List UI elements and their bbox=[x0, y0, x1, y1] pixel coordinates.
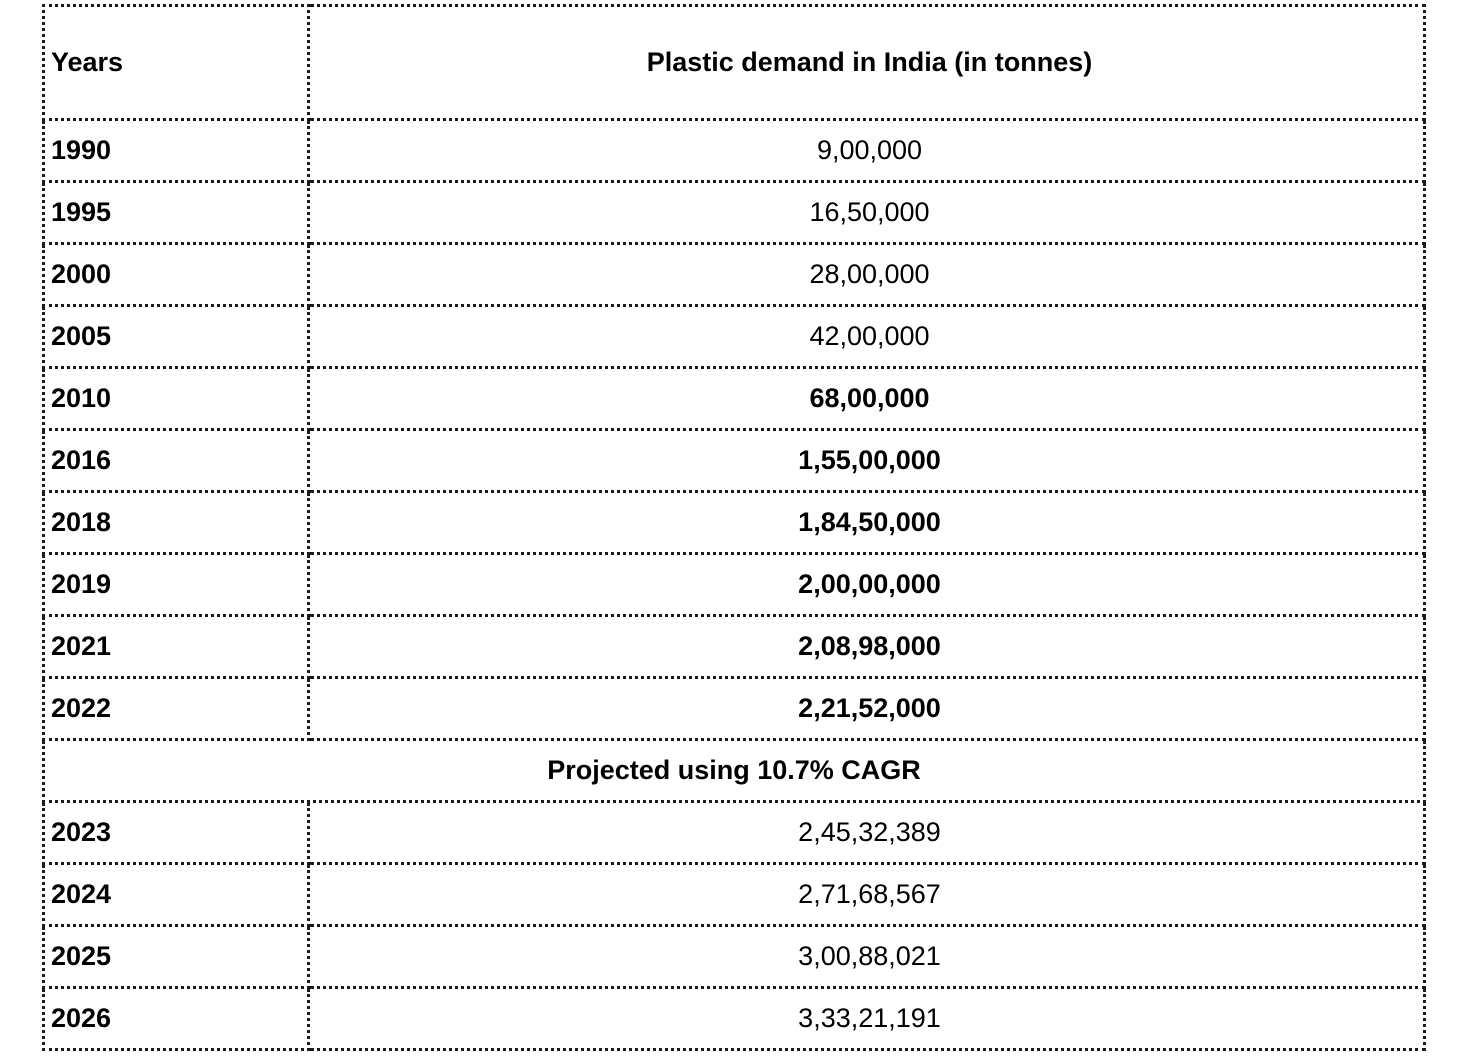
projection-label-row bbox=[44, 740, 1425, 802]
year-cell: 2021 bbox=[44, 616, 309, 678]
demand-cell: 3,33,21,191 bbox=[309, 988, 1425, 1050]
year-cell: 2019 bbox=[44, 554, 309, 616]
demand-cell: 28,00,000 bbox=[309, 244, 1425, 306]
year-cell: 2023 bbox=[44, 802, 309, 864]
year-cell: 2000 bbox=[44, 244, 309, 306]
year-cell: 2005 bbox=[44, 306, 309, 368]
demand-cell: 1,84,50,000 bbox=[309, 492, 1425, 554]
demand-cell: 3,00,88,021 bbox=[309, 926, 1425, 988]
table-header-row bbox=[44, 6, 1425, 120]
table-row bbox=[44, 306, 1425, 368]
table-row bbox=[44, 182, 1425, 244]
year-cell: 2022 bbox=[44, 678, 309, 740]
table-row bbox=[44, 368, 1425, 430]
table-row bbox=[44, 120, 1425, 182]
year-cell: 2018 bbox=[44, 492, 309, 554]
year-cell: 2025 bbox=[44, 926, 309, 988]
demand-cell: 2,21,52,000 bbox=[309, 678, 1425, 740]
year-cell: 2016 bbox=[44, 430, 309, 492]
demand-cell: 68,00,000 bbox=[309, 368, 1425, 430]
table-row bbox=[44, 616, 1425, 678]
table-row bbox=[44, 864, 1425, 926]
demand-cell: 2,45,32,389 bbox=[309, 802, 1425, 864]
demand-cell: 1,55,00,000 bbox=[309, 430, 1425, 492]
demand-cell: 42,00,000 bbox=[309, 306, 1425, 368]
table-row bbox=[44, 430, 1425, 492]
demand-cell: 2,00,00,000 bbox=[309, 554, 1425, 616]
projection-label: Projected using 10.7% CAGR bbox=[44, 740, 1425, 802]
demand-cell: 2,71,68,567 bbox=[309, 864, 1425, 926]
plastic-demand-table bbox=[42, 4, 1426, 1051]
table-row bbox=[44, 678, 1425, 740]
year-cell: 1990 bbox=[44, 120, 309, 182]
year-cell: 1995 bbox=[44, 182, 309, 244]
table-row bbox=[44, 802, 1425, 864]
table-row bbox=[44, 926, 1425, 988]
table-row bbox=[44, 244, 1425, 306]
demand-cell: 9,00,000 bbox=[309, 120, 1425, 182]
table-row bbox=[44, 988, 1425, 1050]
table-row bbox=[44, 492, 1425, 554]
years-column-header: Years bbox=[44, 6, 309, 120]
year-cell: 2010 bbox=[44, 368, 309, 430]
year-cell: 2026 bbox=[44, 988, 309, 1050]
demand-cell: 16,50,000 bbox=[309, 182, 1425, 244]
year-cell: 2024 bbox=[44, 864, 309, 926]
demand-cell: 2,08,98,000 bbox=[309, 616, 1425, 678]
demand-column-header: Plastic demand in India (in tonnes) bbox=[309, 6, 1425, 120]
table-row bbox=[44, 554, 1425, 616]
